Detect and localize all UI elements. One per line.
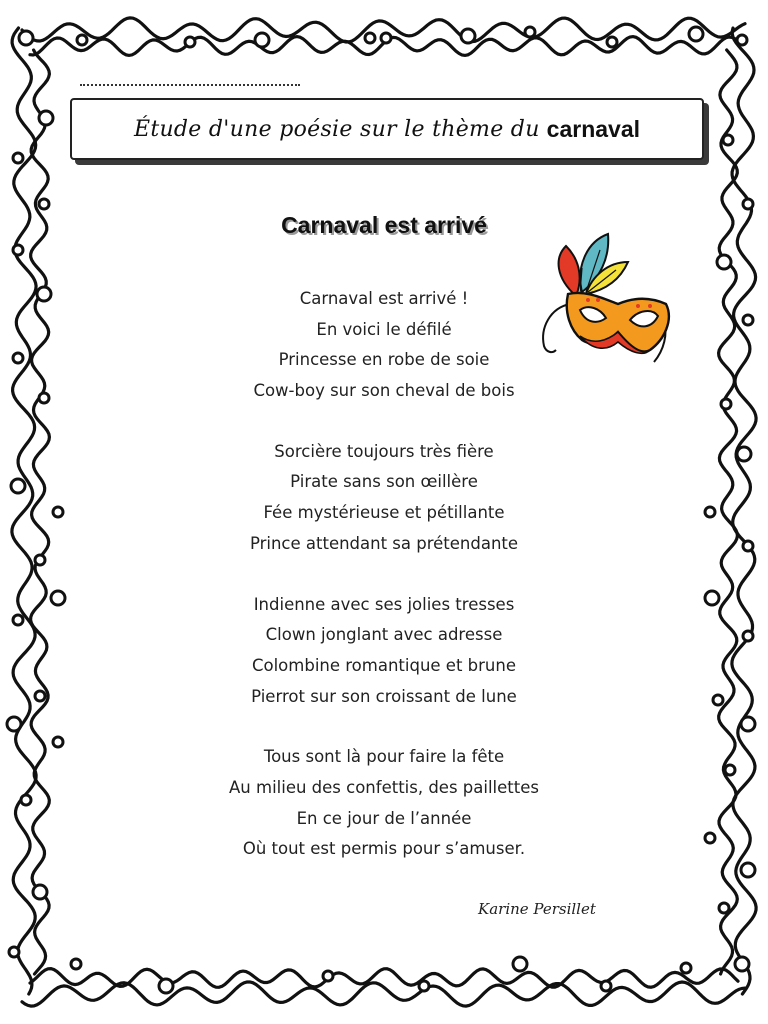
title-text: Étude d'une poésie sur le thème du bbox=[133, 116, 540, 142]
border-bubble bbox=[689, 27, 703, 41]
border-bubble bbox=[159, 979, 173, 993]
border-bubble bbox=[513, 957, 527, 971]
border-bubble bbox=[77, 35, 87, 45]
verse: Cow-boy sur son cheval de bois bbox=[253, 381, 515, 401]
verse: En ce jour de l’année bbox=[296, 808, 472, 828]
name-line bbox=[80, 74, 300, 86]
border-wave bbox=[30, 969, 738, 988]
verse: Tous sont là pour faire la fête bbox=[263, 747, 505, 767]
border-bubble bbox=[255, 33, 269, 47]
verse: Sorcière toujours très fière bbox=[274, 441, 494, 461]
border-bubble bbox=[735, 957, 749, 971]
author-signature: Karine Persillet bbox=[478, 900, 596, 918]
poem-title: Carnaval est arrivé bbox=[281, 212, 487, 238]
verse: Où tout est permis pour s’amuser. bbox=[242, 839, 526, 859]
border-bubble bbox=[419, 981, 429, 991]
border-bubble bbox=[461, 29, 475, 43]
border-bubble bbox=[9, 947, 19, 957]
border-bubble bbox=[719, 903, 729, 913]
border-bubble bbox=[185, 37, 195, 47]
verse: Fée mystérieuse et pétillante bbox=[263, 503, 505, 523]
border-bubble bbox=[381, 33, 391, 43]
verse: Pirate sans son œillère bbox=[290, 472, 478, 492]
border-bubble bbox=[681, 963, 691, 973]
title-theme-word: carnaval bbox=[546, 115, 641, 142]
border-bubble bbox=[601, 981, 611, 991]
stanza bbox=[0, 590, 768, 713]
verse: Carnaval est arrivé ! bbox=[299, 289, 469, 308]
border-bubble bbox=[743, 199, 753, 209]
border-bubble bbox=[71, 959, 81, 969]
border-bubble bbox=[39, 111, 53, 125]
stanza bbox=[0, 437, 768, 560]
verse: Indienne avec ses jolies tresses bbox=[253, 594, 515, 614]
border-bubble bbox=[737, 35, 747, 45]
border-bubble bbox=[365, 33, 375, 43]
verse: Princesse en robe de soie bbox=[278, 350, 490, 370]
verse: Au milieu des confettis, des paillettes bbox=[229, 777, 539, 797]
title-box bbox=[70, 98, 704, 160]
border-wave bbox=[22, 982, 745, 1006]
stanza bbox=[0, 742, 768, 865]
verse: En voici le défilé bbox=[316, 319, 452, 339]
border-bubble bbox=[525, 27, 535, 37]
verse: Pierrot sur son croissant de lune bbox=[251, 686, 517, 706]
carnival-mask-icon bbox=[536, 228, 686, 378]
border-bubble bbox=[607, 37, 617, 47]
border-bubble bbox=[717, 255, 731, 269]
border-bubble bbox=[13, 245, 23, 255]
border-bubble bbox=[323, 971, 333, 981]
verse: Prince attendant sa prétendante bbox=[249, 533, 519, 553]
border-bubble bbox=[723, 135, 733, 145]
verse: Colombine romantique et brune bbox=[251, 655, 516, 675]
verse: Clown jonglant avec adresse bbox=[265, 625, 503, 645]
border-bubble bbox=[39, 199, 49, 209]
border-bubble bbox=[19, 31, 33, 45]
border-bubble bbox=[13, 153, 23, 163]
